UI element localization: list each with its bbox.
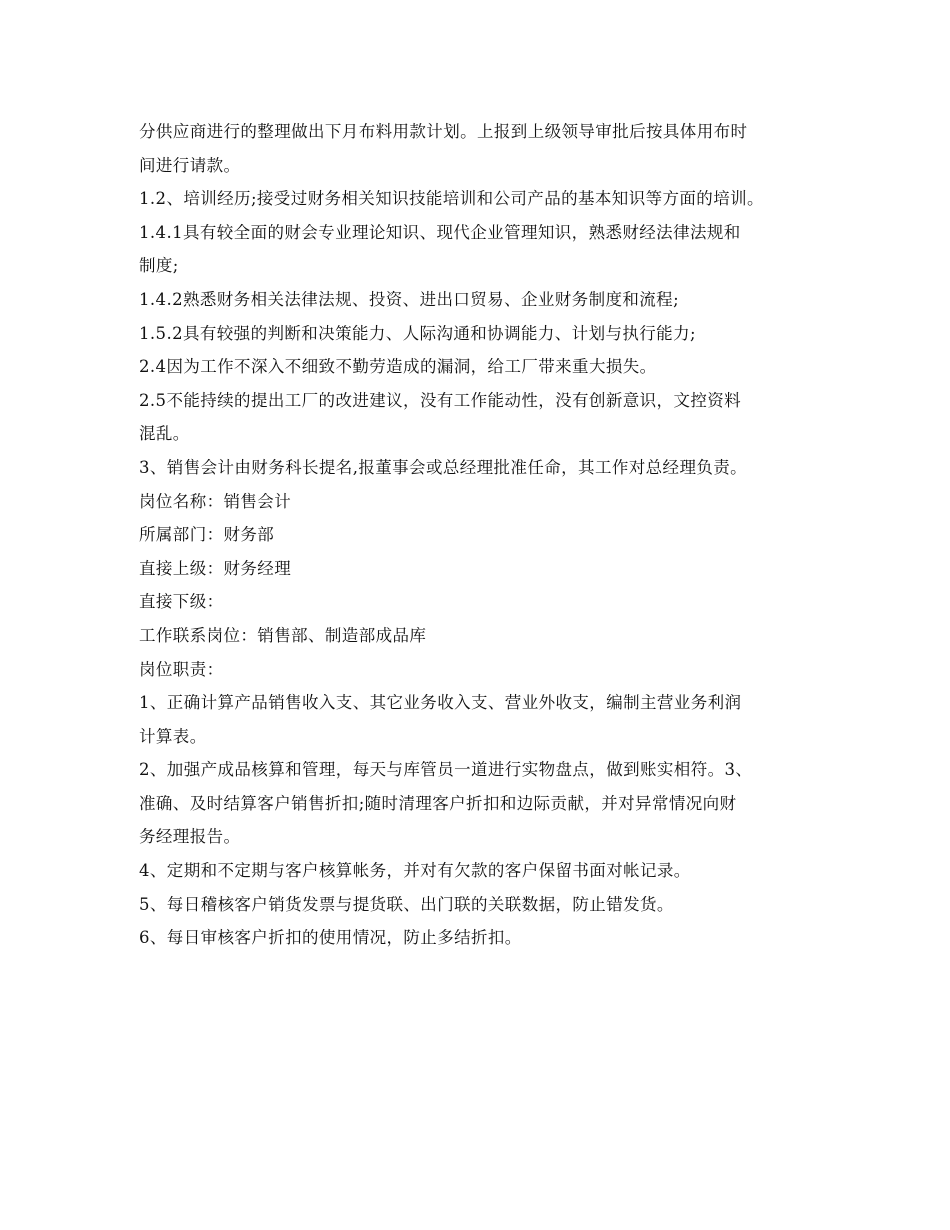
text-line: 工作联系岗位：销售部、制造部成品库 bbox=[139, 625, 427, 645]
text-line: 所属部门：财务部 bbox=[139, 525, 275, 545]
document-body bbox=[139, 115, 829, 955]
text-line: 1.5.2具有较强的判断和决策能力、人际沟通和协调能力、计划与执行能力; bbox=[139, 323, 696, 343]
text-line: 岗位名称：销售会计 bbox=[139, 491, 292, 511]
text-line: 2.4因为工作不深入不细致不勤劳造成的漏洞，给工厂带来重大损失。 bbox=[139, 357, 657, 377]
text-line: 准确、及时结算客户销售折扣;随时清理客户折扣和边际贡献，并对异常情况向财 bbox=[139, 793, 737, 813]
text-line: 直接上级：财务经理 bbox=[139, 558, 292, 578]
text-line: 2.5不能持续的提出工厂的改进建议，没有工作能动性，没有创新意识，文控资料 bbox=[139, 390, 742, 410]
text-line: 混乱。 bbox=[139, 424, 190, 444]
text-line: 1、正确计算产品销售收入支、其它业务收入支、营业外收支，编制主营业务利润 bbox=[139, 693, 742, 713]
text-line: 分供应商进行的整理做出下月布料用款计划。上报到上级领导审批后按具体用布时 bbox=[139, 122, 748, 141]
text-line: 6、每日审核客户折扣的使用情况，防止多结折扣。 bbox=[139, 928, 522, 948]
text-line: 4、定期和不定期与客户核算帐务，并对有欠款的客户保留书面对帐记录。 bbox=[139, 861, 691, 881]
text-line: 1.2、培训经历;接受过财务相关知识技能培训和公司产品的基本知识等方面的培训。 bbox=[139, 189, 764, 209]
text-line: 1.4.1具有较全面的财会专业理论知识、现代企业管理知识，熟悉财经法律法规和 bbox=[139, 222, 741, 242]
text-line: 5、每日稽核客户销货发票与提货联、出门联的关联数据，防止错发货。 bbox=[139, 894, 674, 914]
text-line: 1.4.2熟悉财务相关法律法规、投资、进出口贸易、企业财务制度和流程; bbox=[139, 289, 680, 309]
text-line: 3、销售会计由财务科长提名,报董事会或总经理批准任命，其工作对总经理负责。 bbox=[139, 457, 748, 477]
text-line: 务经理报告。 bbox=[139, 827, 241, 847]
text-line: 计算表。 bbox=[139, 726, 207, 746]
text-line: 2、加强产成品核算和管理，每天与库管员一道进行实物盘点，做到账实相符。3、 bbox=[139, 760, 753, 780]
text-line: 直接下级： bbox=[139, 592, 224, 612]
text-line: 岗位职责： bbox=[139, 659, 224, 679]
text-line: 制度; bbox=[139, 256, 179, 276]
text-line: 间进行请款。 bbox=[139, 155, 241, 175]
